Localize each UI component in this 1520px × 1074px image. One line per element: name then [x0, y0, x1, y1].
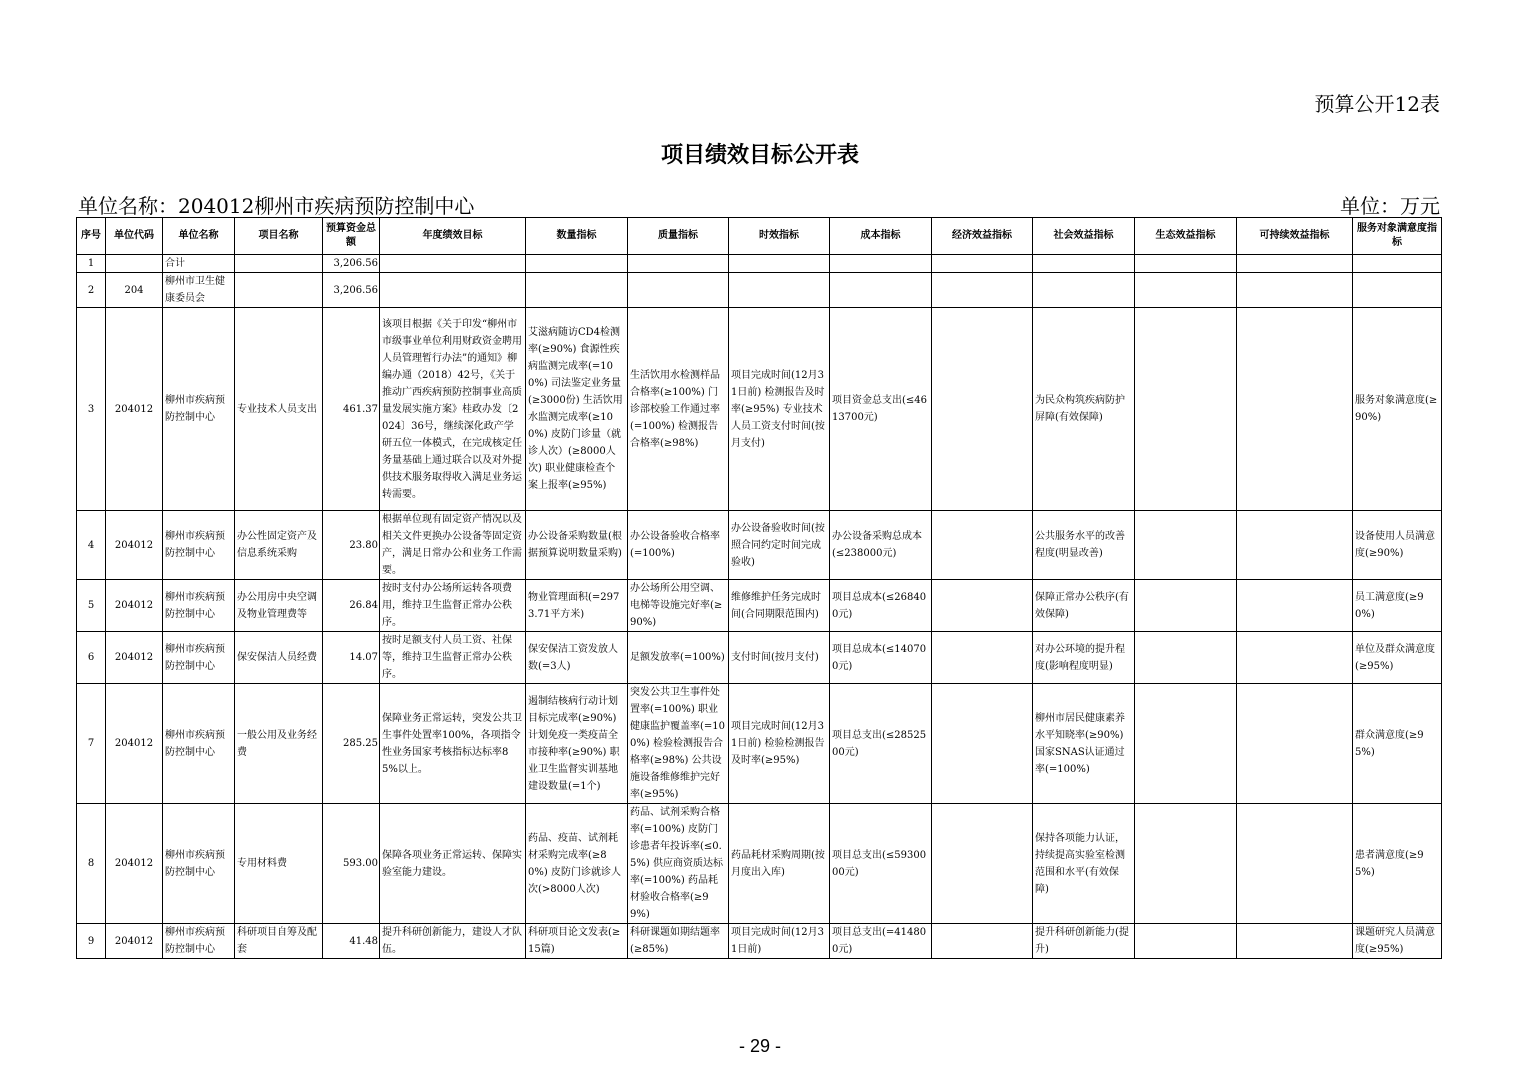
table-cell [1237, 580, 1353, 632]
table-cell [1135, 684, 1237, 804]
table-cell: 项目资金总支出(≤4613700元) [830, 308, 932, 511]
table-cell: 提升科研创新能力，建设人才队伍。 [380, 924, 526, 959]
table-cell: 项目完成时间(12月31日前) 检验检测报告及时率(≥95%) [729, 684, 830, 804]
table-cell: 26.84 [323, 580, 380, 632]
page-number: - 29 - [738, 1036, 781, 1056]
table-cell [1237, 684, 1353, 804]
table-cell: 公共服务水平的改善程度(明显改善) [1033, 511, 1135, 580]
table-cell: 一般公用及业务经费 [235, 684, 323, 804]
table-row [77, 804, 1442, 924]
table-cell: 柳州市疾病预防控制中心 [163, 580, 235, 632]
table-cell: 9 [77, 924, 106, 959]
header-cell: 单位名称 [163, 218, 235, 255]
table-row [77, 684, 1442, 804]
table-row [77, 580, 1442, 632]
table-cell [380, 255, 526, 273]
header-cell: 预算资金总额 [323, 218, 380, 255]
table-cell: 项目总支出(=414800元) [830, 924, 932, 959]
table-cell: 4 [77, 511, 106, 580]
table-cell: 项目完成时间(12月31日前) 检测报告及时率(≥95%) 专业技术人员工资支付时间(按月支付) [729, 308, 830, 511]
table-cell: 药品、疫苗、试剂耗材采购完成率(≥80%) 皮防门诊就诊人次(>8000人次) [526, 804, 628, 924]
table-cell [932, 580, 1033, 632]
table-cell: 柳州市居民健康素养水平知晓率(≥90%) 国家SNAS认证通过率(=100%) [1033, 684, 1135, 804]
table-cell: 项目总支出(≤2852500元) [830, 684, 932, 804]
table-cell: 群众满意度(≥95%) [1353, 684, 1442, 804]
table-cell [1237, 273, 1353, 308]
table-cell: 204012 [106, 804, 163, 924]
table-cell: 对办公环境的提升程度(影响程度明显) [1033, 632, 1135, 684]
table-cell: 患者满意度(≥95%) [1353, 804, 1442, 924]
table-cell: 科研项目自筹及配套 [235, 924, 323, 959]
table-cell: 柳州市疾病预防控制中心 [163, 308, 235, 511]
table-cell: 保障正常办公秩序(有效保障) [1033, 580, 1135, 632]
table-cell: 593.00 [323, 804, 380, 924]
table-cell: 柳州市疾病预防控制中心 [163, 804, 235, 924]
table-cell [932, 924, 1033, 959]
table-cell: 按时足额支付人员工资、社保等，维持卫生监督正常办公秩序。 [380, 632, 526, 684]
unit-name: 单位名称：204012柳州市疾病预防控制中心 [78, 194, 475, 218]
header-cell: 质量指标 [628, 218, 729, 255]
header-cell: 年度绩效目标 [380, 218, 526, 255]
table-cell: 1 [77, 255, 106, 273]
table-cell: 204012 [106, 632, 163, 684]
table-cell [235, 273, 323, 308]
table-cell: 药品、试剂采购合格率(=100%) 皮防门诊患者年投诉率(≤0.5%) 供应商资质达标率(=100%) 药品耗材验收合格率(≥99%) [628, 804, 729, 924]
table-row [77, 255, 1442, 273]
table-cell: 保障各项业务正常运转、保障实验室能力建设。 [380, 804, 526, 924]
table-cell: 204012 [106, 308, 163, 511]
table-cell [932, 308, 1033, 511]
table-cell: 办公设备验收时间(按照合同约定时间完成验收) [729, 511, 830, 580]
table-cell [1135, 804, 1237, 924]
table-cell [1135, 308, 1237, 511]
unit-label: 单位：万元 [1340, 194, 1440, 218]
table-cell: 按时支付办公场所运转各项费用，维持卫生监督正常办公秩序。 [380, 580, 526, 632]
table-cell [1135, 632, 1237, 684]
table-cell: 生活饮用水检测样品合格率(≥100%) 门诊部校验工作通过率(=100%) 检测报告合格率(≥98%) [628, 308, 729, 511]
table-cell: 维修维护任务完成时间(合同期限范围内) [729, 580, 830, 632]
table-cell: 保安保洁工资发放人数(=3人) [526, 632, 628, 684]
table-cell: 柳州市疾病预防控制中心 [163, 632, 235, 684]
header-cell: 社会效益指标 [1033, 218, 1135, 255]
table-cell: 科研课题如期结题率(≥85%) [628, 924, 729, 959]
table-cell [932, 255, 1033, 273]
table-cell: 3,206.56 [323, 273, 380, 308]
table-cell: 柳州市疾病预防控制中心 [163, 924, 235, 959]
table-cell [235, 255, 323, 273]
table-cell [1237, 308, 1353, 511]
table-cell: 8 [77, 804, 106, 924]
table-cell: 5 [77, 580, 106, 632]
table-cell: 遏制结核病行动计划目标完成率(≥90%) 计划免疫一类疫苗全市接种率(≥90%) 职业卫生监督实训基地建设数量(=1个) [526, 684, 628, 804]
table-cell: 足额发放率(=100%) [628, 632, 729, 684]
table-cell: 办公设备采购总成本(≤238000元) [830, 511, 932, 580]
table-cell: 23.80 [323, 511, 380, 580]
table-cell [932, 632, 1033, 684]
table-cell [932, 684, 1033, 804]
table-cell: 办公性固定资产及信息系统采购 [235, 511, 323, 580]
table-cell: 柳州市疾病预防控制中心 [163, 684, 235, 804]
performance-table [76, 217, 1442, 959]
table-cell: 办公场所公用空调、电梯等设施完好率(≥90%) [628, 580, 729, 632]
table-cell [1353, 273, 1442, 308]
header-cell: 单位代码 [106, 218, 163, 255]
table-row [77, 511, 1442, 580]
table-cell: 14.07 [323, 632, 380, 684]
page-title: 项目绩效目标公开表 [660, 143, 859, 168]
table-cell [1237, 511, 1353, 580]
table-cell [1135, 273, 1237, 308]
table-cell [1135, 580, 1237, 632]
table-cell: 服务对象满意度(≥90%) [1353, 308, 1442, 511]
table-cell: 204012 [106, 924, 163, 959]
table-cell: 科研项目论文发表(≥15篇) [526, 924, 628, 959]
header-row [77, 218, 1442, 255]
table-cell: 办公用房中央空调及物业管理费等 [235, 580, 323, 632]
table-cell [1237, 804, 1353, 924]
table-cell [628, 273, 729, 308]
header-cell: 成本指标 [830, 218, 932, 255]
table-cell: 设备使用人员满意度(≥90%) [1353, 511, 1442, 580]
table-cell: 合计 [163, 255, 235, 273]
table-cell: 3,206.56 [323, 255, 380, 273]
header-cell: 可持续效益指标 [1237, 218, 1353, 255]
table-cell [830, 273, 932, 308]
table-cell: 单位及群众满意度(≥95%) [1353, 632, 1442, 684]
table-cell: 支付时间(按月支付) [729, 632, 830, 684]
table-cell [932, 273, 1033, 308]
table-cell: 204012 [106, 684, 163, 804]
table-cell [1135, 255, 1237, 273]
table-cell: 提升科研创新能力(提升) [1033, 924, 1135, 959]
table-cell: 员工满意度(≥90%) [1353, 580, 1442, 632]
table-row [77, 924, 1442, 959]
table-cell [628, 255, 729, 273]
table-cell: 办公设备验收合格率(=100%) [628, 511, 729, 580]
header-cell: 服务对象满意度指标 [1353, 218, 1442, 255]
table-cell [380, 273, 526, 308]
table-cell [729, 255, 830, 273]
table-cell: 课题研究人员满意度(≥95%) [1353, 924, 1442, 959]
table-cell: 项目总支出(≤5930000元) [830, 804, 932, 924]
table-cell: 204012 [106, 511, 163, 580]
table-cell: 突发公共卫生事件处置率(=100%) 职业健康监护覆盖率(=100%) 检验检测报告合格率(≥98%) 公共设施设备维修维护完好率(≥95%) [628, 684, 729, 804]
table-cell: 6 [77, 632, 106, 684]
table-cell: 项目完成时间(12月31日前) [729, 924, 830, 959]
table-cell: 专业技术人员支出 [235, 308, 323, 511]
table-cell [1135, 924, 1237, 959]
table-cell [830, 255, 932, 273]
table-cell [1237, 924, 1353, 959]
table-cell [1135, 511, 1237, 580]
table-cell [1353, 255, 1442, 273]
table-cell: 保安保洁人员经费 [235, 632, 323, 684]
table-cell: 办公设备采购数量(根据预算说明数量采购) [526, 511, 628, 580]
table-cell [932, 804, 1033, 924]
table-cell: 2 [77, 273, 106, 308]
table-cell [1033, 273, 1135, 308]
table-cell: 柳州市疾病预防控制中心 [163, 511, 235, 580]
table-cell: 专用材料费 [235, 804, 323, 924]
header-cell: 项目名称 [235, 218, 323, 255]
table-cell: 285.25 [323, 684, 380, 804]
header-cell: 数量指标 [526, 218, 628, 255]
table-cell: 204012 [106, 580, 163, 632]
table-cell: 艾滋病随访CD4检测率(≥90%) 食源性疾病监测完成率(=100%) 司法鉴定业务量(≥3000份) 生活饮用水监测完成率(≥100%) 皮防门诊量（就诊人次）(≥8000人次) 职业健康检查个案上报率(≥95%) [526, 308, 628, 511]
header-cell: 序号 [77, 218, 106, 255]
table-cell: 柳州市卫生健康委员会 [163, 273, 235, 308]
table-cell: 保障业务正常运转，突发公共卫生事件处置率100%，各项指令性业务国家考核指标达标率85%以上。 [380, 684, 526, 804]
table-cell: 41.48 [323, 924, 380, 959]
table-row [77, 273, 1442, 308]
table-cell: 根据单位现有固定资产情况以及相关文件更换办公设备等固定资产，满足日常办公和业务工作需要。 [380, 511, 526, 580]
table-tag: 预算公开12表 [1314, 92, 1440, 116]
header-cell: 经济效益指标 [932, 218, 1033, 255]
table-cell: 7 [77, 684, 106, 804]
table-cell: 物业管理面积(=2973.71平方米) [526, 580, 628, 632]
table-cell: 项目总成本(≤140700元) [830, 632, 932, 684]
table-cell [1237, 255, 1353, 273]
table-row [77, 308, 1442, 511]
table-cell [526, 273, 628, 308]
header-cell: 时效指标 [729, 218, 830, 255]
table-cell: 3 [77, 308, 106, 511]
table-cell [729, 273, 830, 308]
table-cell: 药品耗材采购周期(按月度出入库) [729, 804, 830, 924]
table-cell: 该项目根据《关于印发“柳州市市级事业单位利用财政资金聘用人员管理暂行办法”的通知》柳编办通（2018）42号，《关于推动广西疾病预防控制事业高质量发展实施方案》桂政办发〔2024〕36号，继续深化政产学研五位一体模式，在完成核定任务量基础上通过联合以及对外提供技术服务取得收入满足业务运转需要。 [380, 308, 526, 511]
table-cell [106, 255, 163, 273]
header-cell: 生态效益指标 [1135, 218, 1237, 255]
table-cell [1033, 255, 1135, 273]
table-cell: 保持各项能力认证，持续提高实验室检测范围和水平(有效保障) [1033, 804, 1135, 924]
table-cell: 204 [106, 273, 163, 308]
table-cell: 461.37 [323, 308, 380, 511]
table-cell: 项目总成本(≤268400元) [830, 580, 932, 632]
table-cell [526, 255, 628, 273]
table-cell [932, 511, 1033, 580]
table-row [77, 632, 1442, 684]
table-cell: 为民众构筑疾病防护屏障(有效保障) [1033, 308, 1135, 511]
table-cell [1237, 632, 1353, 684]
